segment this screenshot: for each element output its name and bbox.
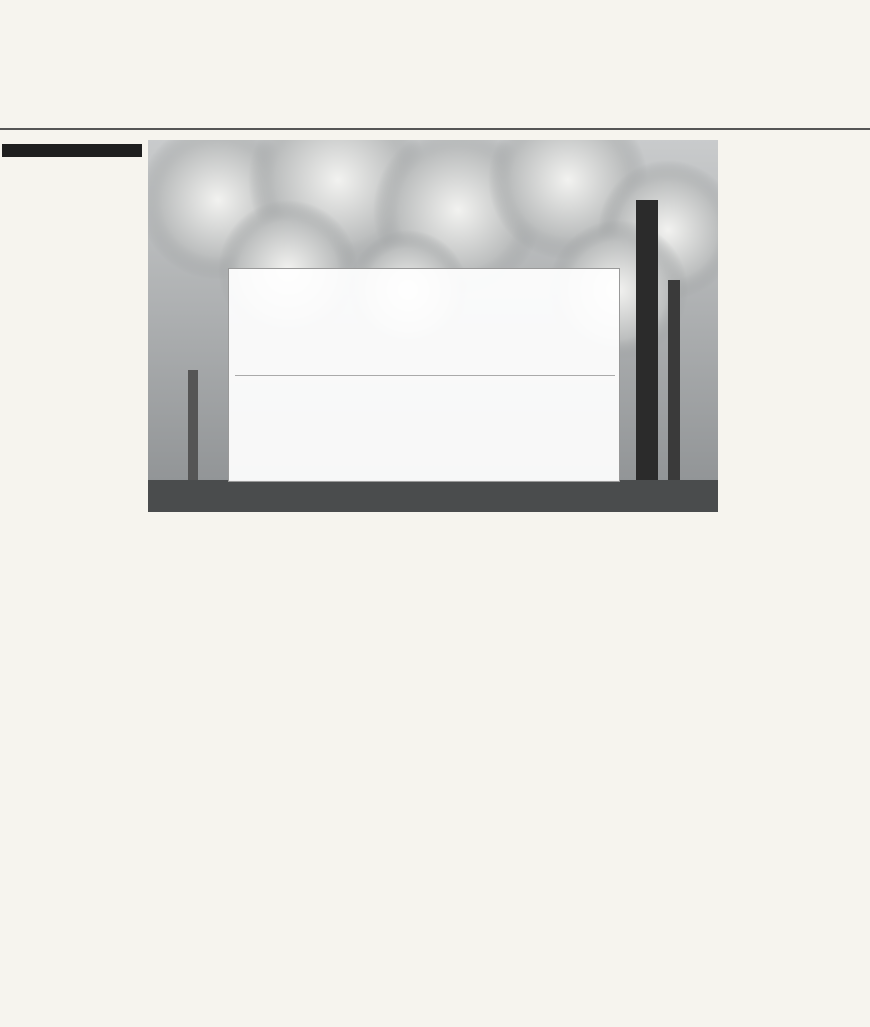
- series-tag: [2, 144, 142, 157]
- info-box-divider: [235, 375, 615, 376]
- article-column-5: [578, 518, 714, 1024]
- article-column-1: [2, 164, 142, 1024]
- info-box: [228, 268, 620, 482]
- article-column-3: [292, 518, 428, 1024]
- article-column-6: [722, 140, 867, 1000]
- header-rule: [0, 128, 870, 130]
- article-column-4: [434, 518, 570, 1024]
- coal-power-chart: [235, 409, 395, 479]
